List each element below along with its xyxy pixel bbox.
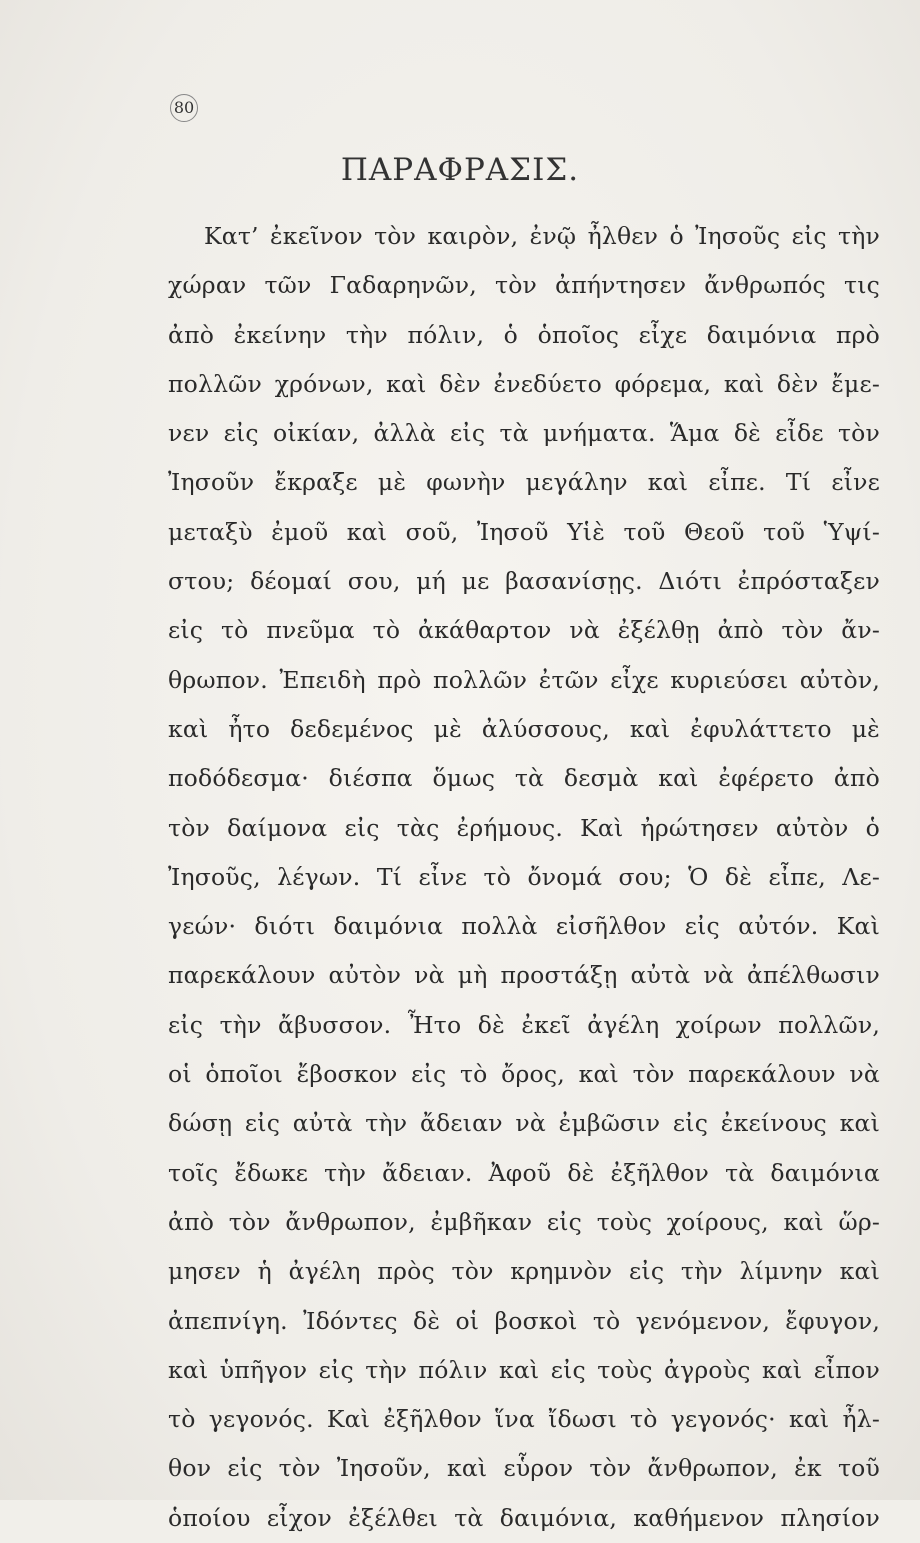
text-line: στου; δέομαί σου, μή με βασανίσῃς. Διότι ἐπρόσταξεν [168, 567, 880, 596]
text-line: Κατ’ ἐκεῖνον τὸν καιρὸν, ἐνῷ ἦλθεν ὁ Ἰησοῦς εἰς τὴν [204, 222, 880, 250]
body-text [168, 212, 880, 1543]
text-line: εἰς τὸ πνεῦμα τὸ ἀκάθαρτον νὰ ἐξέλθῃ ἀπὸ τὸν ἄν- [168, 616, 880, 645]
page-title: ΠΑΡΑΦΡΑΣΙΣ. [340, 152, 580, 188]
text-line: τὸν δαίμονα εἰς τὰς ἐρήμους. Καὶ ἠρώτησεν αὐτὸν ὁ [168, 813, 880, 842]
text-line: πολλῶν χρόνων, καὶ δὲν ἐνεδύετο φόρεμα, καὶ δὲν ἔμε- [168, 369, 880, 398]
page-number: 80 [170, 94, 198, 122]
text-line: ποδόδεσμα· διέσπα ὅμως τὰ δεσμὰ καὶ ἐφέρετο ἀπὸ [168, 764, 880, 793]
text-line: ἀπεπνίγη. Ἰδόντες δὲ οἱ βοσκοὶ τὸ γενόμενον, ἔφυγον, [168, 1306, 880, 1335]
text-line: γεών· διότι δαιμόνια πολλὰ εἰσῆλθον εἰς αὐτόν. Καὶ [168, 912, 880, 941]
text-line: χώραν τῶν Γαδαρηνῶν, τὸν ἀπήντησεν ἄνθρωπός τις [168, 271, 880, 300]
text-line: νεν εἰς οἰκίαν, ἀλλὰ εἰς τὰ μνήματα. Ἅμα δὲ εἶδε τὸν [168, 419, 880, 448]
text-line: καὶ ὑπῆγον εἰς τὴν πόλιν καὶ εἰς τοὺς ἀγροὺς καὶ εἶπον [168, 1355, 880, 1384]
text-line: μεταξὺ ἐμοῦ καὶ σοῦ, Ἰησοῦ Υἱὲ τοῦ Θεοῦ τοῦ Ὑψί- [168, 517, 880, 546]
text-line: θον εἰς τὸν Ἰησοῦν, καὶ εὗρον τὸν ἄνθρωπον, ἐκ τοῦ [168, 1454, 880, 1483]
text-line: οἱ ὁποῖοι ἔβοσκον εἰς τὸ ὄρος, καὶ τὸν παρεκάλουν νὰ [168, 1060, 880, 1089]
text-line: ἀπὸ ἐκείνην τὴν πόλιν, ὁ ὁποῖος εἶχε δαιμόνια πρὸ [168, 320, 880, 349]
text-line: ὁποίου εἶχον ἐξέλθει τὰ δαιμόνια, καθήμενον πλησίον [168, 1503, 880, 1532]
text-line: θρωπον. Ἐπειδὴ πρὸ πολλῶν ἐτῶν εἶχε κυριεύσει αὐτὸν, [168, 665, 880, 694]
text-line: δώσῃ εἰς αὐτὰ τὴν ἄδειαν νὰ ἐμβῶσιν εἰς ἐκείνους καὶ [168, 1109, 880, 1138]
text-line: Ἰησοῦς, λέγων. Τί εἶνε τὸ ὄνομά σου; Ὁ δὲ εἶπε, Λε- [168, 862, 880, 891]
text-line: ἀπὸ τὸν ἄνθρωπον, ἐμβῆκαν εἰς τοὺς χοίρους, καὶ ὥρ- [168, 1207, 880, 1236]
text-line: παρεκάλουν αὐτὸν νὰ μὴ προστάξῃ αὐτὰ νὰ ἀπέλθωσιν [168, 961, 880, 990]
text-line: καὶ ἦτο δεδεμένος μὲ ἀλύσσους, καὶ ἐφυλάττετο μὲ [168, 714, 880, 743]
text-line: μησεν ἡ ἀγέλη πρὸς τὸν κρημνὸν εἰς τὴν λίμνην καὶ [168, 1257, 880, 1286]
text-line: Ἰησοῦν ἔκραξε μὲ φωνὴν μεγάλην καὶ εἶπε. Τί εἶνε [168, 468, 880, 497]
text-line: τὸ γεγονός. Καὶ ἐξῆλθον ἵνα ἴδωσι τὸ γεγονός· καὶ ἦλ- [168, 1405, 880, 1434]
text-line: τοῖς ἔδωκε τὴν ἄδειαν. Ἀφοῦ δὲ ἐξῆλθον τὰ δαιμόνια [168, 1158, 880, 1187]
text-line: εἰς τὴν ἄβυσσον. Ἦτο δὲ ἐκεῖ ἀγέλη χοίρων πολλῶν, [168, 1010, 880, 1039]
